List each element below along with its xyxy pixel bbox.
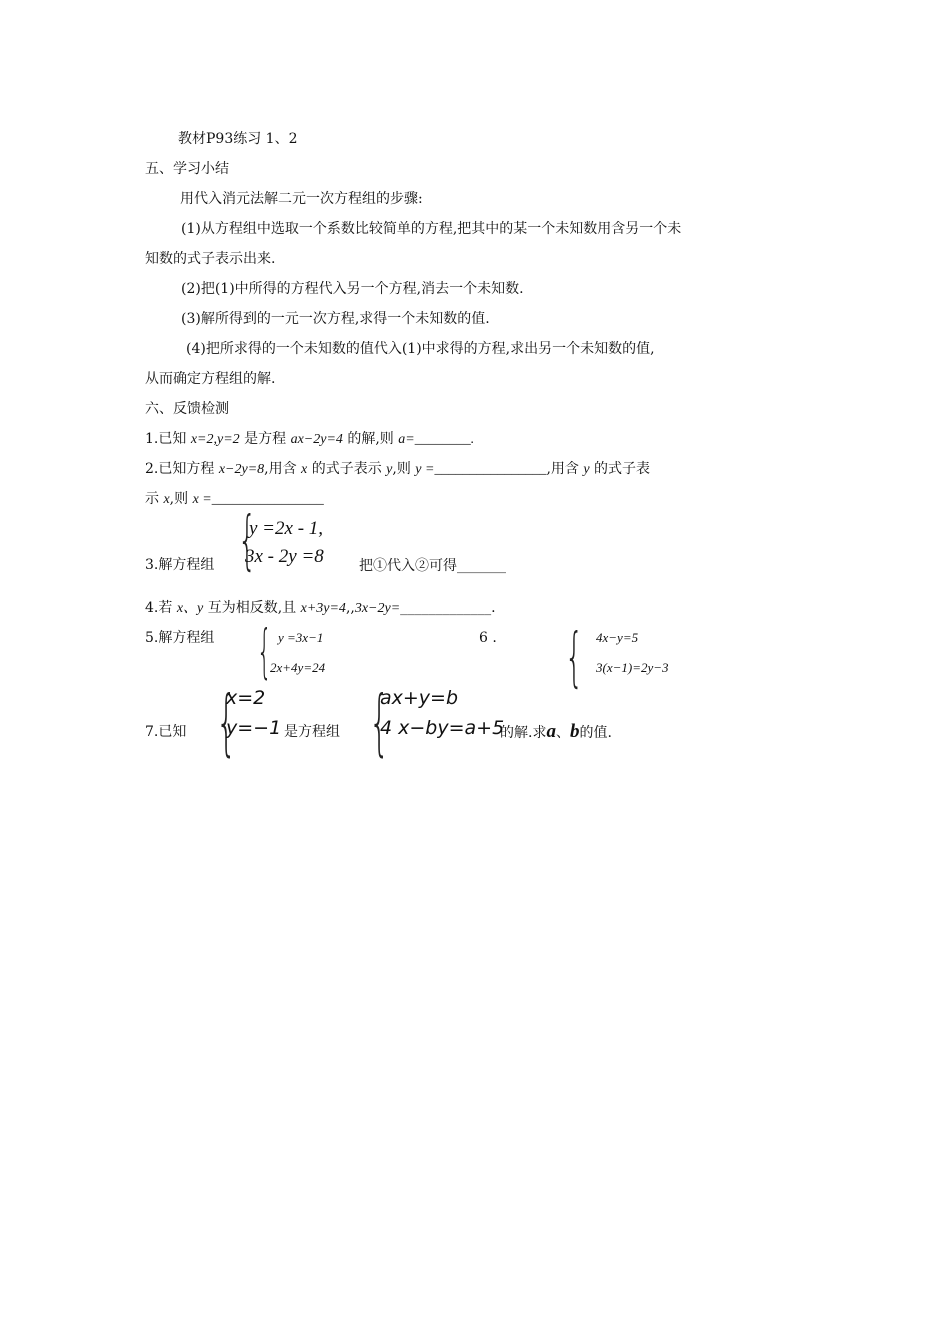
q1-prefix: 1.已知 xyxy=(145,431,191,447)
q5-equation-1: y =3x−1 xyxy=(278,630,324,645)
q7-tail-text: 的解.求 xyxy=(500,725,547,741)
q3-label: 3.解方程组 xyxy=(145,557,215,573)
step-4-line-1: (4)把所求得的一个未知数的值代入(1)中求得的方程,求出另一个未知数的值, xyxy=(186,341,655,357)
q7-var-a: a xyxy=(546,721,556,742)
q2-x-blank[interactable]: x =________________ xyxy=(192,492,324,507)
question-2-line-1 xyxy=(145,459,650,480)
q2-equation: x−2y=8 xyxy=(218,462,265,477)
q2-mid: 的式子表示 xyxy=(307,461,387,477)
q2-prefix: 2.已知方程 xyxy=(145,461,219,477)
section-5-intro: 用代入消元法解二元一次方程组的步骤: xyxy=(180,191,423,207)
q2-mid: 的式子表 xyxy=(589,461,651,477)
left-brace-icon: { xyxy=(216,680,237,764)
q5-equation-2: 2x+4y=24 xyxy=(270,660,326,675)
q2-var-x: x xyxy=(301,462,308,477)
textbook-reference: 教材P93练习 1、2 xyxy=(178,131,298,147)
q7-tail xyxy=(500,722,612,743)
q3-tail[interactable]: 把①代入②可得_______ xyxy=(359,558,506,574)
q6-equation-1: 4x−y=5 xyxy=(596,630,639,645)
left-brace-icon: { xyxy=(257,617,272,685)
q4-separator: ,, xyxy=(345,600,355,616)
q4-answer-blank[interactable]: _____________. xyxy=(400,600,496,616)
step-4-line-2: 从而确定方程组的解. xyxy=(145,371,276,387)
q5-label: 5.解方程组 xyxy=(145,630,215,646)
q1-answer-blank[interactable]: a=________. xyxy=(398,432,475,447)
q7-equation-2: 4 x−by=a+5 xyxy=(380,717,505,739)
q7-prefix: 7.已知 xyxy=(145,724,187,740)
q7-equation-1: ax+y=b xyxy=(380,687,459,709)
q4-vars: x、y xyxy=(176,601,204,616)
q4-mid: 互为相反数,且 xyxy=(203,600,301,616)
q2-var-x: x xyxy=(163,492,170,507)
q2-var-y: y xyxy=(386,462,393,477)
left-brace-icon: { xyxy=(238,504,257,578)
q4-prefix: 4.若 xyxy=(145,600,177,616)
q1-tail: 的解,则 xyxy=(342,431,399,447)
q7-solution-y: y=−1 xyxy=(226,717,282,739)
section-5-title: 五、学习小结 xyxy=(145,161,229,177)
q4-equation: x+3y=4 xyxy=(300,601,346,616)
q3-equation-2: 3x - 2y =8 xyxy=(245,546,324,567)
q6-label: 6 . xyxy=(479,630,497,646)
q2-mid: ,则 xyxy=(392,461,416,477)
q1-mid: 是方程 xyxy=(239,431,291,447)
q2-line2-mid: ,则 xyxy=(169,491,193,507)
q2-var-y: y xyxy=(583,462,590,477)
q6-equation-2: 3(x−1)=2y−3 xyxy=(596,660,669,675)
step-1-line-2: 知数的式子表示出来. xyxy=(145,251,276,267)
left-brace-icon: { xyxy=(565,621,584,695)
question-1 xyxy=(145,429,474,450)
question-4 xyxy=(145,598,496,619)
q7-solution-x: x=2 xyxy=(226,687,266,709)
q2-mid: ,用含 xyxy=(546,461,584,477)
q1-y-value: y=2 xyxy=(216,432,240,447)
q2-line2-prefix: 示 xyxy=(145,491,164,507)
q3-equation-1: y =2x - 1, xyxy=(249,518,324,539)
q4-expression: 3x−2y= xyxy=(354,601,401,616)
step-2: (2)把(1)中所得的方程代入另一个方程,消去一个未知数. xyxy=(181,281,524,297)
q7-var-b: b xyxy=(569,721,580,742)
q2-y-blank[interactable]: y =________________ xyxy=(415,462,547,477)
left-brace-icon: { xyxy=(369,680,390,764)
q2-mid: ,用含 xyxy=(264,461,302,477)
step-1-line-1: (1)从方程组中选取一个系数比较简单的方程,把其中的某一个未知数用含另一个未 xyxy=(181,221,682,237)
q7-mid: 是方程组 xyxy=(284,724,340,740)
step-3: (3)解所得到的一元一次方程,求得一个未知数的值. xyxy=(181,311,490,327)
q1-equation: ax−2y=4 xyxy=(290,432,343,447)
section-6-title: 六、反馈检测 xyxy=(145,401,229,417)
q7-separator: 、 xyxy=(555,725,570,741)
q1-x-value: x=2, xyxy=(190,432,217,447)
q7-tail-text: 的值. xyxy=(579,725,612,741)
question-2-line-2 xyxy=(145,489,324,510)
